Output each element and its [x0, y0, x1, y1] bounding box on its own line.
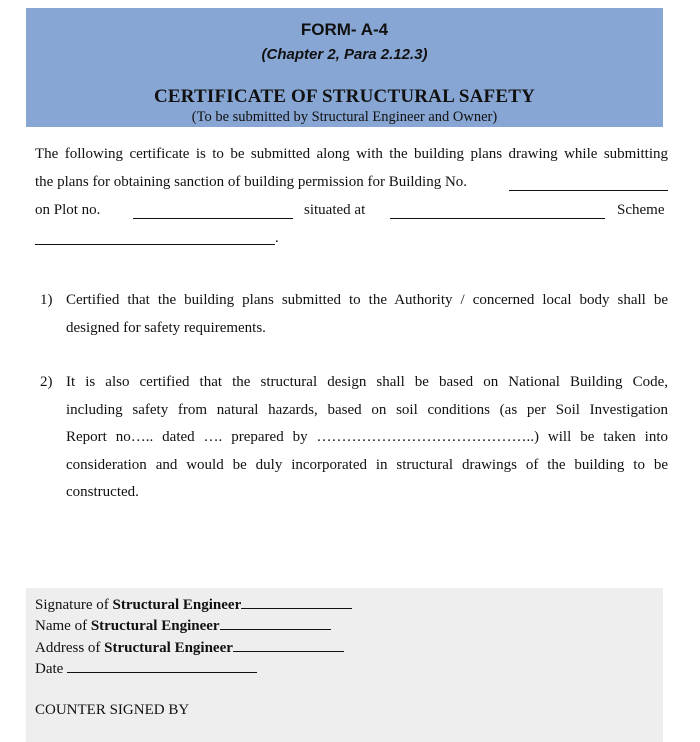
item-2-line-2: including safety from natural hazards, based on soil conditions (as per Soil Investigation	[66, 402, 668, 418]
address-role: Structural Engineer	[104, 640, 233, 656]
item-2-line-5: constructed.	[66, 484, 139, 500]
scheme-period: .	[275, 230, 279, 246]
form-number: FORM- A-4	[300, 20, 389, 39]
date-row	[35, 660, 257, 678]
scheme-field[interactable]	[35, 232, 275, 245]
signature-row	[35, 596, 352, 614]
situated-at-label: situated at	[304, 202, 366, 218]
name-field[interactable]	[220, 617, 331, 630]
on-plot-label: on Plot no.	[35, 202, 101, 218]
certificate-subtitle: (To be submitted by Structural Engineer and Owner)	[191, 109, 498, 125]
intro-line-1: The following certificate is to be submitted along with the building plans drawing while submitting	[35, 146, 668, 162]
item-1-line-2: designed for safety requirements.	[66, 320, 266, 336]
item-2-line-1: It is also certified that the structural design shall be based on National Building Code,	[66, 374, 668, 390]
address-row	[35, 639, 344, 657]
item-1-line-1: Certified that the building plans submitted to the Authority / concerned local body shall be	[66, 292, 668, 308]
location-field[interactable]	[390, 206, 605, 219]
address-field[interactable]	[233, 639, 344, 652]
address-prefix: Address of	[35, 640, 105, 656]
item-1-number: 1)	[40, 292, 53, 308]
certificate-title: CERTIFICATE OF STRUCTURAL SAFETY	[153, 86, 536, 107]
name-role: Structural Engineer	[90, 618, 220, 634]
chapter-reference: (Chapter 2, Para 2.12.3)	[261, 46, 428, 63]
intro-line-2	[35, 174, 467, 191]
signature-field[interactable]	[241, 596, 352, 609]
scheme-label: Scheme	[617, 202, 665, 218]
building-no-field[interactable]	[509, 178, 668, 191]
plot-no-field[interactable]	[133, 206, 293, 219]
form-header	[26, 8, 663, 127]
intro-line-2-text: the plans for obtaining sanction of building permission for Building No.	[35, 174, 468, 190]
name-row	[35, 617, 331, 635]
signature-role: Structural Engineer	[112, 597, 242, 613]
item-2-line-3: Report no….. dated …. prepared by ……………………………………..) will be taken into	[66, 429, 668, 445]
date-label: Date	[35, 661, 64, 677]
item-2-line-4: consideration and would be duly incorporated in structural drawings of the building to be	[66, 457, 668, 473]
signature-prefix: Signature of	[35, 597, 113, 613]
name-prefix: Name of	[35, 618, 91, 634]
date-field[interactable]	[67, 660, 257, 673]
item-2-number: 2)	[40, 374, 53, 390]
counter-signed-label: COUNTER SIGNED BY	[35, 702, 190, 718]
